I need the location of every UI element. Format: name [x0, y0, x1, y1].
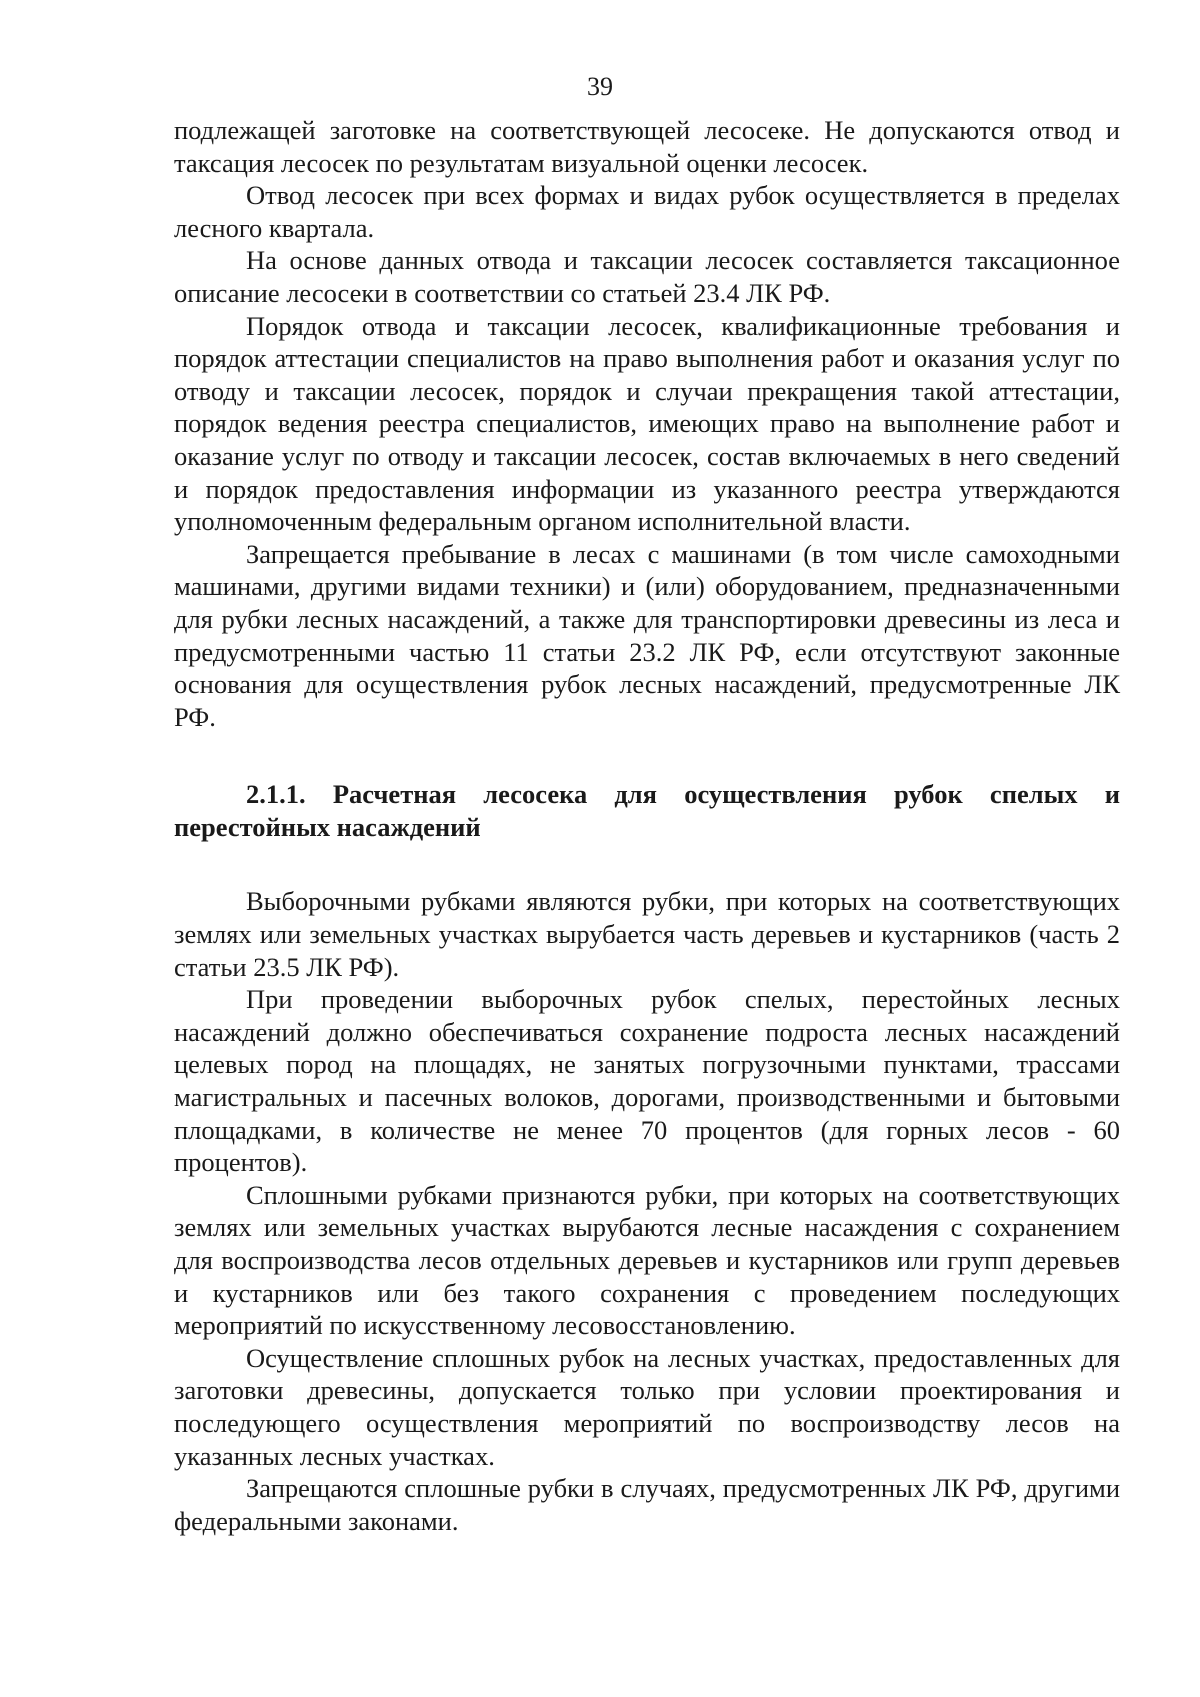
paragraph: Порядок отвода и таксации лесосек, квалификационные требования и порядок аттестации специалистов на право выполнения работ и оказания услуг по отводу и таксации лесосек, порядок и случаи прекращения такой аттестации, порядок ведения реестра специалистов, имеющих право на выполнение работ и оказание услуг по отводу и таксации лесосек, состав включаемых в него сведений и порядок предоставления информации из указанного реестра утверждаются уполномоченным федеральным органом исполнительной власти.	[174, 310, 1120, 537]
document-body	[174, 114, 1120, 1537]
paragraph: При проведении выборочных рубок спелых, перестойных лесных насаждений должно обеспечиваться сохранение подроста лесных насаждений целевых пород на площадях, не занятых погрузочными пунктами, трассами магистральных и пасечных волоков, дорогами, производственными и бытовыми площадками, в количестве не менее 70 процентов (для горных лесов - 60 процентов).	[174, 984, 1120, 1178]
paragraph: Запрещается пребывание в лесах с машинами (в том числе самоходными машинами, другими видами техники) и (или) оборудованием, предназначенными для рубки лесных насаждений, а также для транспортировки древесины из леса и предусмотренными частью 11 статьи 23.2 ЛК РФ, если отсутствуют законные основания для осуществления рубок лесных насаждений, предусмотренные ЛК РФ.	[174, 538, 1120, 732]
paragraph: Отвод лесосек при всех формах и видах рубок осуществляется в пределах лесного квартала.	[174, 180, 1120, 243]
paragraph: подлежащей заготовке на соответствующей лесосеке. Не допускаются отвод и таксация лесосек по результатам визуальной оценки лесосек.	[174, 115, 1120, 178]
paragraph: Сплошными рубками признаются рубки, при которых на соответствующих землях или земельных участках вырубаются лесные насаждения с сохранением для воспроизводства лесов отдельных деревьев и кустарников или групп деревьев и кустарников или без такого сохранения с проведением последующих мероприятий по искусственному лесовосстановлению.	[174, 1179, 1120, 1341]
paragraph: Осуществление сплошных рубок на лесных участках, предоставленных для заготовки древесины, допускается только при условии проектирования и последующего осуществления мероприятий по воспроизводству лесов на указанных лесных участках.	[174, 1342, 1120, 1471]
section-heading: 2.1.1. Расчетная лесосека для осуществления рубок спелых и перестойных насаждений	[174, 779, 1120, 842]
page-number: 39	[587, 72, 613, 101]
paragraph: Запрещаются сплошные рубки в случаях, предусмотренных ЛК РФ, другими федеральными законами.	[174, 1473, 1120, 1536]
paragraph: Выборочными рубками являются рубки, при которых на соответствующих землях или земельных участках вырубается часть деревьев и кустарников (часть 2 статьи 23.5 ЛК РФ).	[174, 886, 1120, 982]
paragraph: На основе данных отвода и таксации лесосек составляется таксационное описание лесосеки в соответствии со статьей 23.4 ЛК РФ.	[174, 245, 1120, 308]
